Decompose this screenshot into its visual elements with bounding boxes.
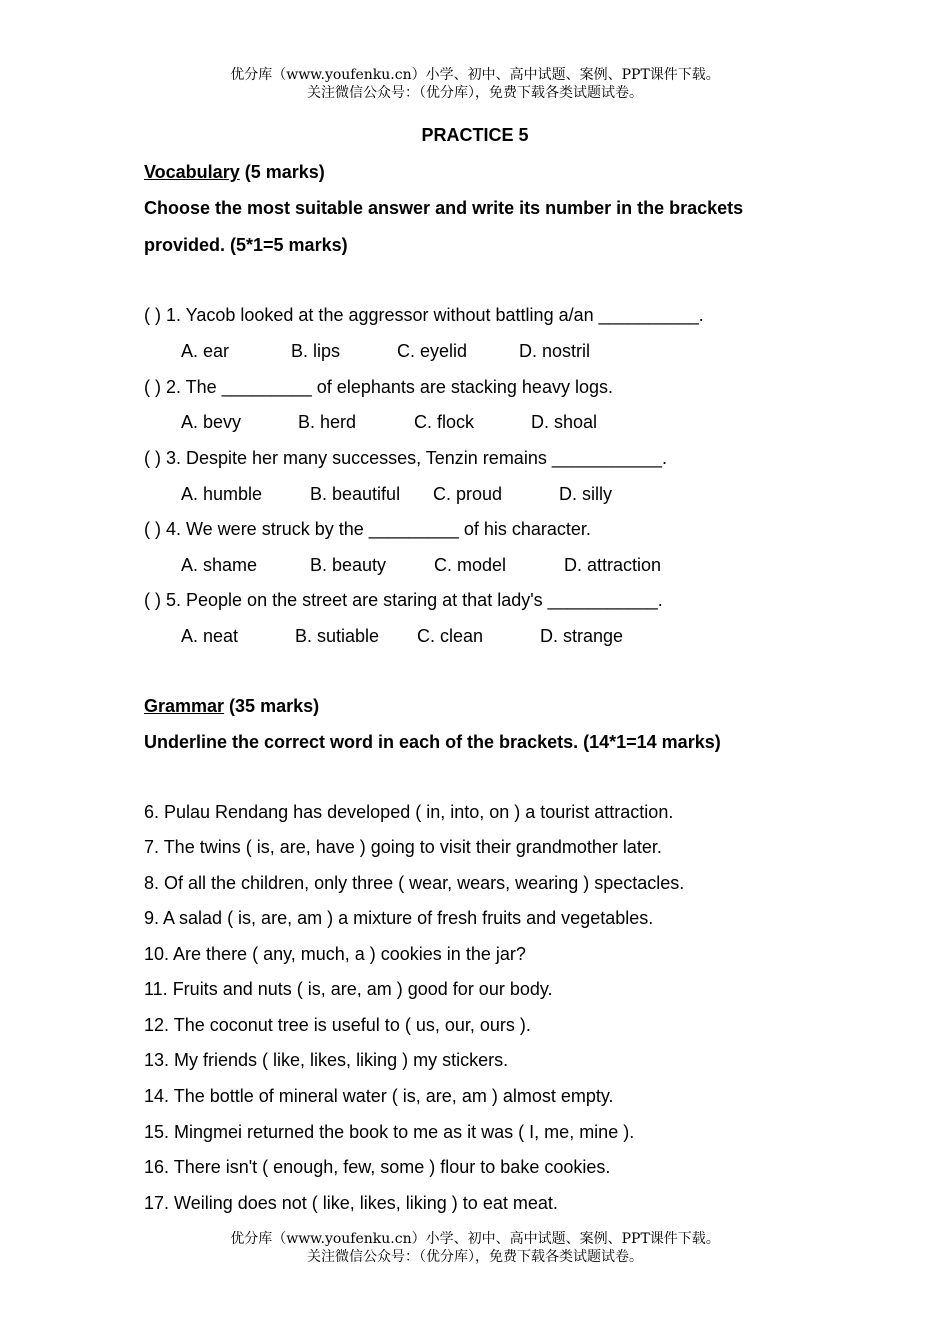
vocabulary-question-3: ( ) 3. Despite her many successes, Tenzin remains ___________. (144, 448, 667, 468)
vocabulary-instruction-line-1: Choose the most suitable answer and write its number in the brackets (144, 198, 744, 218)
grammar-heading-label: Grammar (144, 696, 225, 716)
grammar-item-6: 6. Pulau Rendang has developed ( in, into, on ) a tourist attraction. (144, 802, 674, 822)
q2-option-c: C. flock (414, 412, 475, 432)
vocabulary-heading-label: Vocabulary (144, 162, 240, 182)
q5-option-b: B. sutiable (295, 626, 380, 646)
grammar-item-10: 10. Are there ( any, much, a ) cookies in the jar? (144, 944, 526, 964)
grammar-heading (144, 694, 319, 718)
page-title: PRACTICE 5 (421, 125, 529, 145)
grammar-item-12: 12. The coconut tree is useful to ( us, our, ours ). (144, 1015, 531, 1035)
vocabulary-question-4: ( ) 4. We were struck by the _________ of his character. (144, 519, 591, 539)
grammar-item-17: 17. Weiling does not ( like, likes, liking ) to eat meat. (144, 1193, 558, 1213)
footer-line-2: 关注微信公众号：（优分库），免费下载各类试题试卷。 (307, 1249, 643, 1265)
q4-option-d: D. attraction (564, 555, 662, 575)
q3-option-b: B. beautiful (310, 484, 401, 504)
vocabulary-question-5: ( ) 5. People on the street are staring at that lady's ___________. (144, 590, 663, 610)
vocabulary-marks: (5 marks) (239, 162, 325, 182)
vocabulary-question-1: ( ) 1. Yacob looked at the aggressor without battling a/an __________. (144, 305, 704, 325)
grammar-item-7: 7. The twins ( is, are, have ) going to visit their grandmother later. (144, 837, 662, 857)
grammar-instruction: Underline the correct word in each of the brackets. (14*1=14 marks) (144, 732, 721, 752)
footer-line-1: 优分库（www.youfenku.cn）小学、初中、高中试题、案例、PPT课件下载。 (230, 1231, 720, 1247)
q4-option-a: A. shame (181, 555, 258, 575)
q5-option-d: D. strange (540, 626, 624, 646)
grammar-item-11: 11. Fruits and nuts ( is, are, am ) good for our body. (144, 979, 553, 999)
q2-option-b: B. herd (298, 412, 357, 432)
q5-option-a: A. neat (181, 626, 239, 646)
q4-option-b: B. beauty (310, 555, 387, 575)
vocabulary-instruction-line-2: provided. (5*1=5 marks) (144, 235, 348, 255)
q2-option-d: D. shoal (531, 412, 598, 432)
q1-option-b: B. lips (291, 341, 341, 361)
page-header (0, 66, 950, 102)
q5-option-c: C. clean (417, 626, 484, 646)
grammar-item-8: 8. Of all the children, only three ( wear, wears, wearing ) spectacles. (144, 873, 685, 893)
q3-option-d: D. silly (559, 484, 612, 504)
grammar-item-13: 13. My friends ( like, likes, liking ) my stickers. (144, 1050, 509, 1070)
grammar-item-15: 15. Mingmei returned the book to me as it was ( I, me, mine ). (144, 1122, 635, 1142)
q4-option-c: C. model (434, 555, 507, 575)
header-line-1: 优分库（www.youfenku.cn）小学、初中、高中试题、案例、PPT课件下载。 (230, 67, 720, 83)
vocabulary-heading (144, 160, 325, 184)
vocabulary-question-2: ( ) 2. The _________ of elephants are stacking heavy logs. (144, 377, 613, 397)
q1-option-d: D. nostril (519, 341, 591, 361)
q2-option-a: A. bevy (181, 412, 242, 432)
grammar-marks: (35 marks) (224, 696, 320, 716)
grammar-item-9: 9. A salad ( is, are, am ) a mixture of fresh fruits and vegetables. (144, 908, 654, 928)
page-footer (0, 1230, 950, 1266)
q3-option-c: C. proud (433, 484, 503, 504)
header-line-2: 关注微信公众号：（优分库），免费下载各类试题试卷。 (307, 85, 643, 101)
grammar-item-14: 14. The bottle of mineral water ( is, are, am ) almost empty. (144, 1086, 614, 1106)
q1-option-a: A. ear (181, 341, 230, 361)
q1-option-c: C. eyelid (397, 341, 468, 361)
grammar-item-16: 16. There isn't ( enough, few, some ) flour to bake cookies. (144, 1157, 611, 1177)
q3-option-a: A. humble (181, 484, 263, 504)
